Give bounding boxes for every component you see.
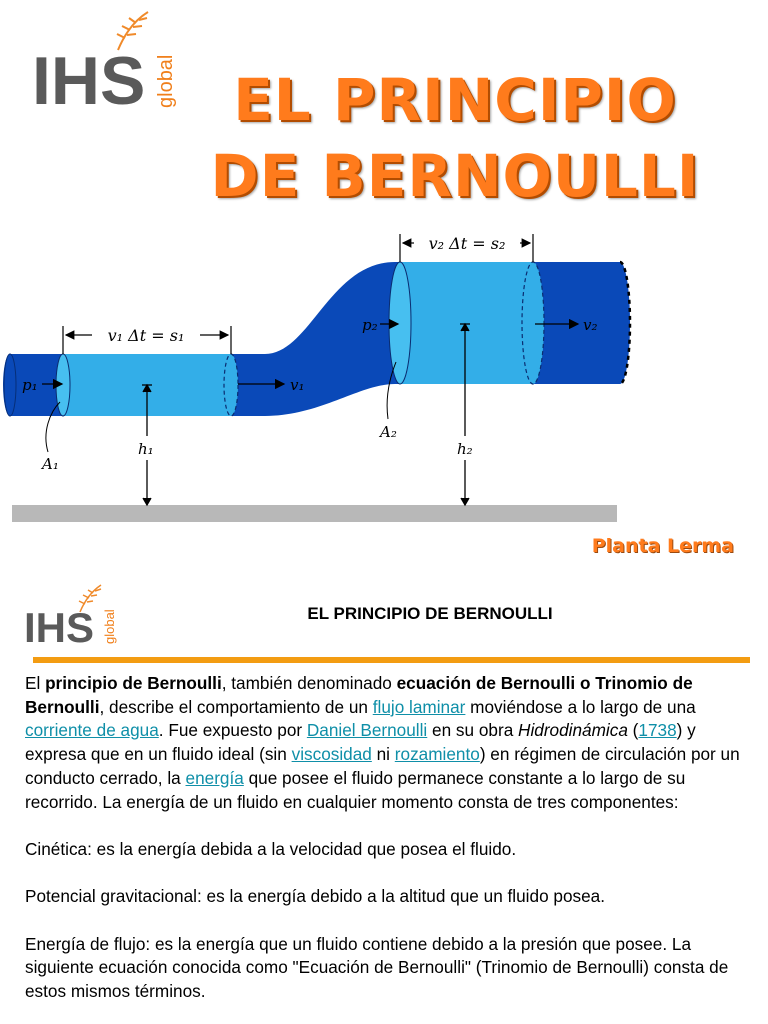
ground-bar [12,505,617,522]
logo-small-global-text: global [102,609,117,644]
text: El [25,673,46,693]
fluid-segment-2 [400,262,533,384]
page-title [150,62,760,214]
label-v1-dt-s1: v₁ Δt = s₁ [107,326,185,345]
label-a2: A₂ [380,423,397,441]
text: ) en régimen de circulación por un conducto cerrado, la [25,744,740,788]
text: que posee el fluido permanece constante a lo largo de su recorrido. La energía de un fluido en cualquier momento consta de tres componentes: [25,767,686,812]
text: ( [627,720,639,741]
text: . Fue expuesto por [158,720,307,741]
text: en su obra [427,720,519,741]
label-h2: h₂ [457,440,473,458]
logo-small-ihs-text: IHS [24,604,95,648]
logo-ihs-text: IHS [32,43,146,108]
bold-term: principio de Bernoulli [45,673,222,693]
paragraph-intro [25,672,751,814]
title-line-2: DE BERNOULLI [210,142,700,210]
paragraph-potencial: Potencial gravitacional: es la energía debido a la altitud que un fluido posea. [25,886,606,907]
text: moviéndose a lo largo de una [465,696,696,717]
link-corriente-de-agua[interactable]: corriente de agua [25,720,159,741]
text: , también denominado [221,673,397,693]
label-a1: A₁ [42,455,59,473]
label-v2-dt-s2: v₂ Δt = s₂ [428,234,506,253]
pipe-left-end [4,354,16,416]
label-p1: p₁ [22,376,38,394]
title-line-1: EL PRINCIPIO [233,66,677,134]
label-v2: v₂ [583,316,598,334]
paragraph-cinetica: Cinética: es la energía debida a la velocidad que posea el fluido. [25,838,517,859]
article-body [25,672,751,1004]
text: ) y expresa que en un fluido ideal (sin [25,720,696,765]
ihs-global-logo-small [22,582,122,648]
section-divider [33,657,750,663]
link-energia[interactable]: energía [185,767,244,788]
link-flujo-laminar[interactable]: flujo laminar [372,696,466,717]
section-title: EL PRINCIPIO DE BERNOULLI [307,604,553,623]
bold-term: ecuación de Bernoulli o Trinomio de Bernoulli [25,673,693,717]
paragraph-energia-flujo: Energía de flujo: es la energía que un fluido contiene debido a la presión que posee. La siguiente ecuación conocida como "Ecuación de Bernoulli" (Trinomio de Bernoulli) consta de estos mismos términos. [25,933,729,1002]
link-1738[interactable]: 1738 [638,720,677,741]
label-v1: v₁ [290,376,305,394]
area-a2 [389,262,411,384]
plant-label: Planta Lerma [591,535,734,557]
link-rozamiento[interactable]: rozamiento [394,744,480,765]
label-p2: p₂ [362,316,378,334]
text: , describe el comportamiento de un [99,696,373,717]
fluid-1-end [224,354,238,416]
label-h1: h₁ [138,440,154,458]
link-viscosidad[interactable]: viscosidad [291,744,372,765]
text: ni [371,744,395,765]
link-daniel-bernoulli[interactable]: Daniel Bernoulli [306,720,428,741]
logo-global-text: global [155,54,177,108]
italic-title: Hidrodinámica [518,720,628,741]
bernoulli-diagram [0,222,768,522]
area-a1 [56,354,70,416]
fluid-2-end [522,262,544,384]
